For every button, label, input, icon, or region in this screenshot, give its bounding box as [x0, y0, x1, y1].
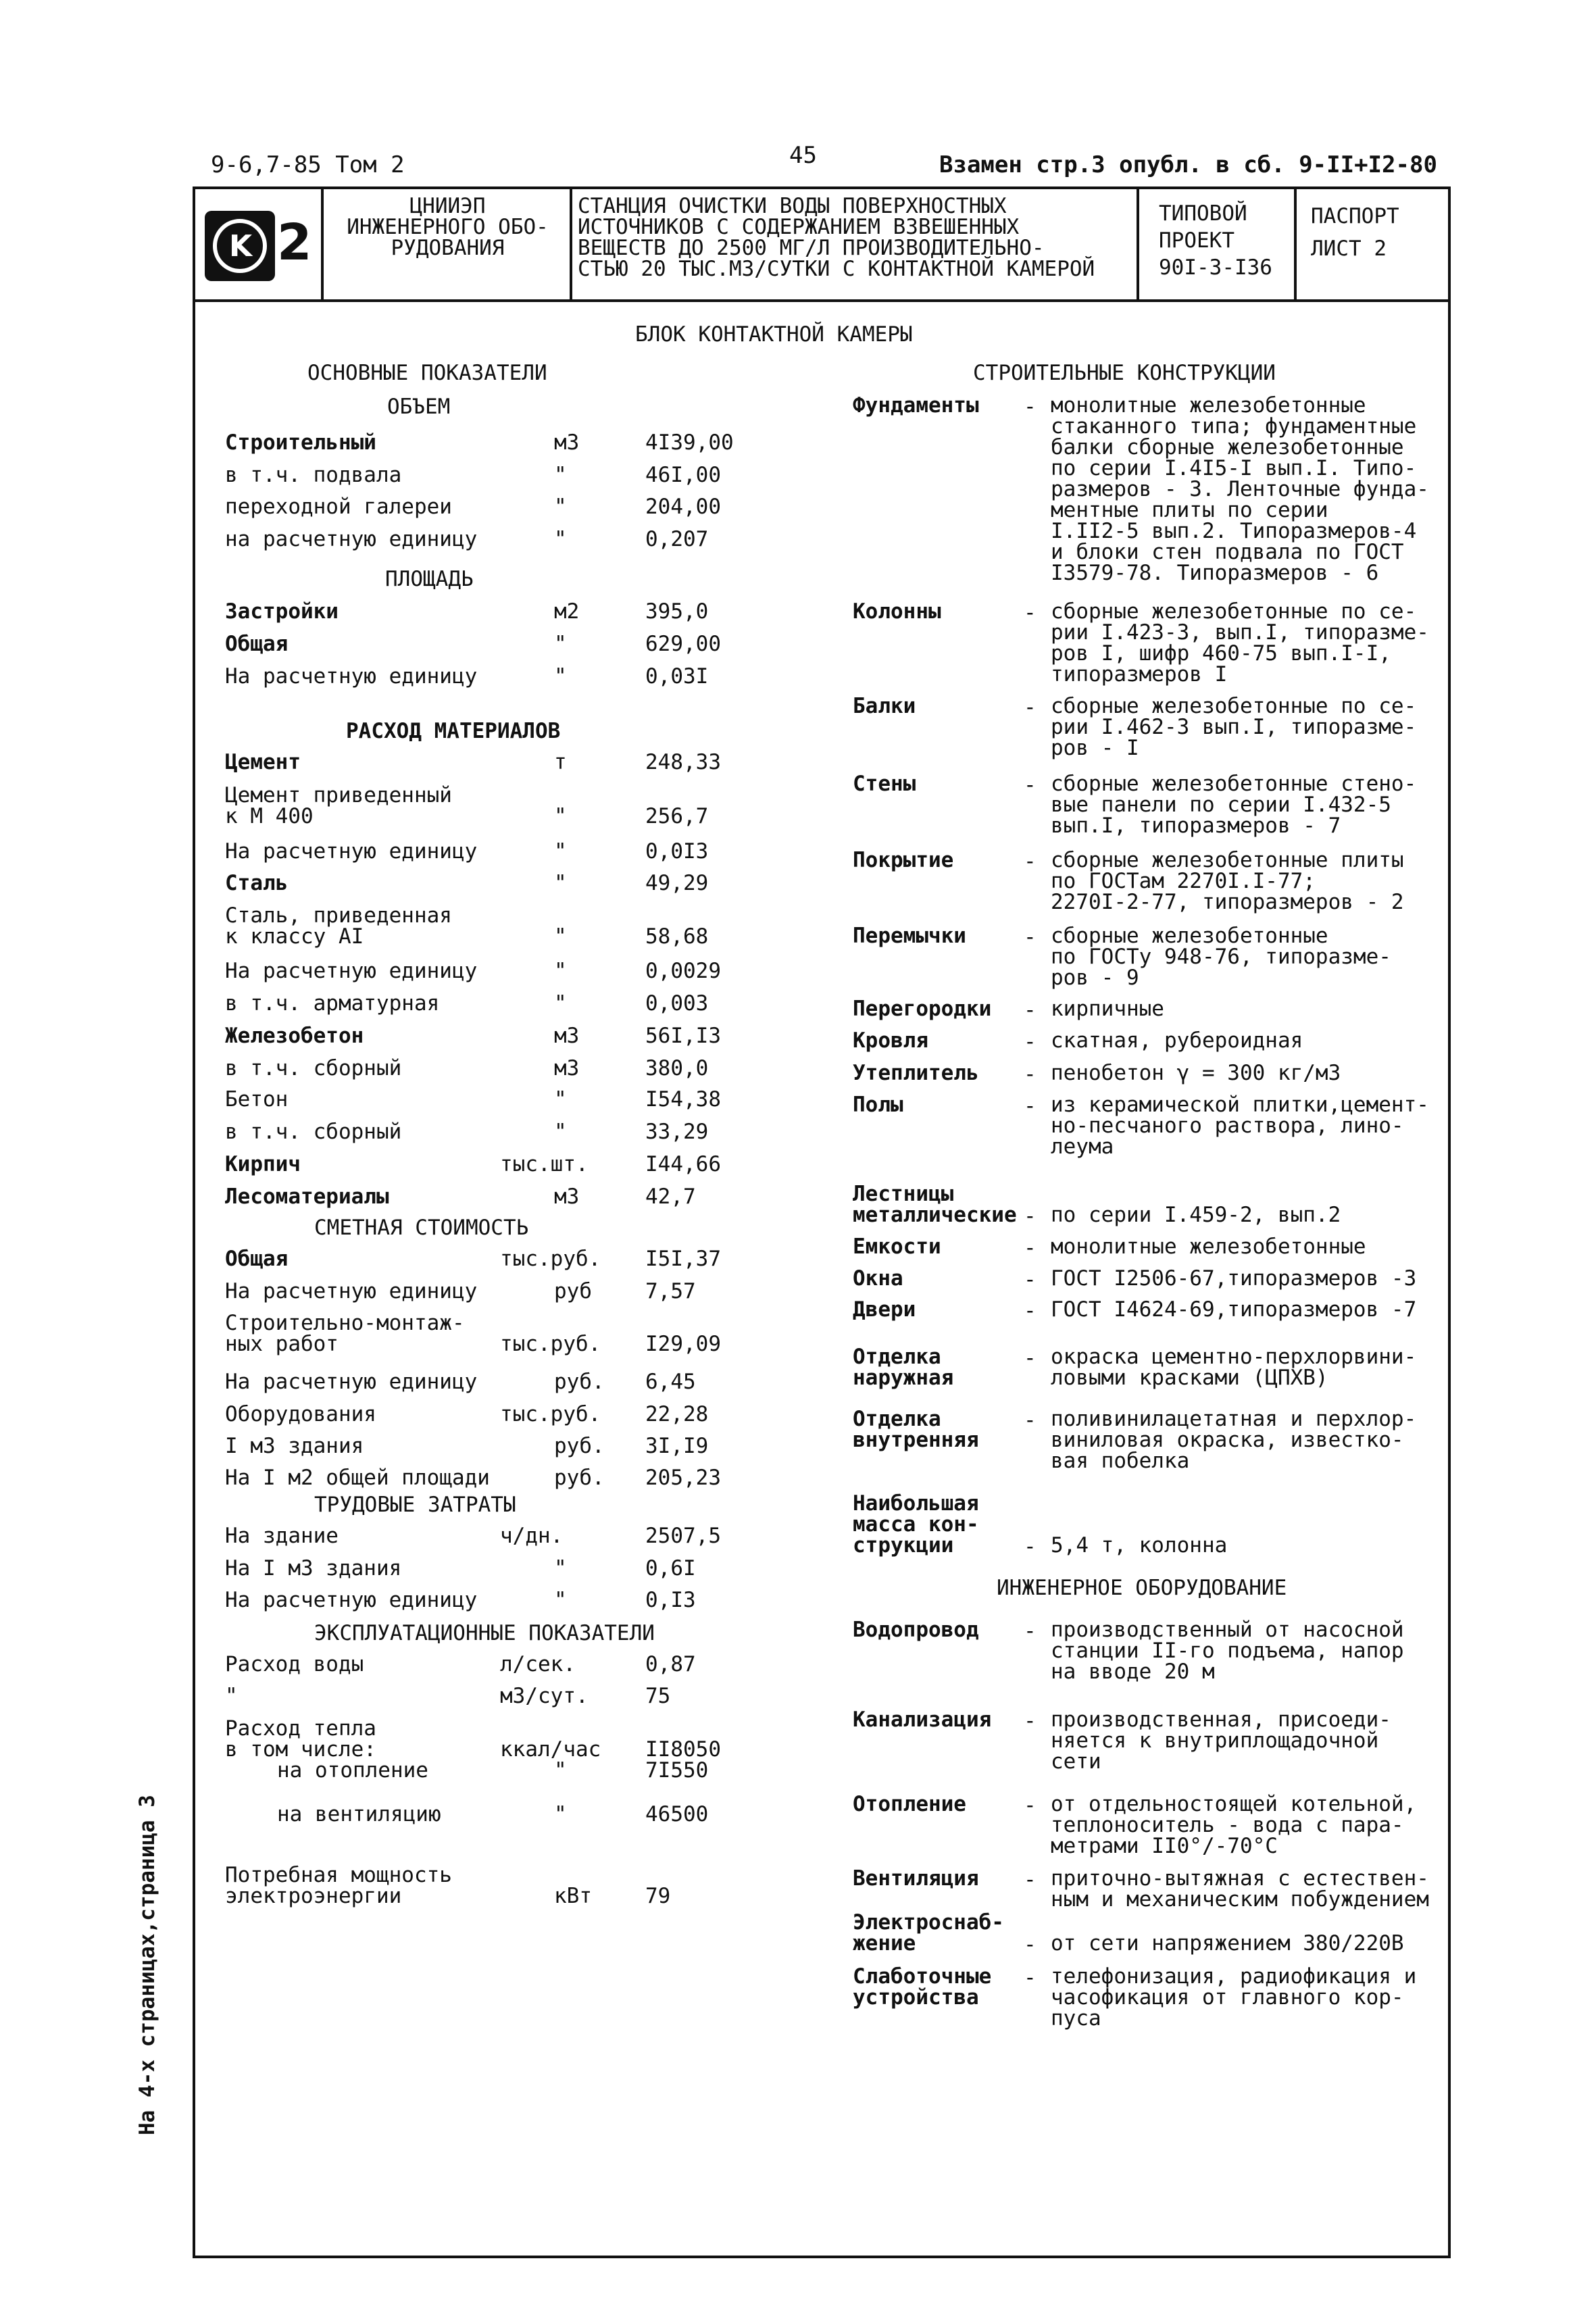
indicator-unit: кВт [554, 1884, 592, 1908]
indicator-label: Строительно-монтаж- ных работ [225, 1311, 465, 1356]
indicator-label: в т.ч. подвала [225, 463, 402, 487]
section-cost: СМЕТНАЯ СТОИМОСТЬ [314, 1216, 529, 1240]
structure-label: Утеплитель [853, 1061, 979, 1085]
engineering-label: Электроснаб- жение [853, 1910, 1004, 1956]
structure-label: Перемычки [853, 924, 966, 948]
structure-label: Стены [853, 772, 916, 796]
indicator-label: Расход тепла в том числе: [225, 1716, 376, 1762]
indicator-value: 4I39,00 [645, 430, 734, 455]
indicator-unit: " [554, 1087, 567, 1112]
indicator-label: Общая [225, 632, 289, 656]
structure-value: ГОСТ I4624-69,типоразмеров -7 [1051, 1297, 1417, 1322]
indicator-value: 0,207 [645, 527, 709, 551]
indicator-label: Железобетон [225, 1024, 364, 1048]
structure-label: Лестницы металлические [853, 1182, 1017, 1227]
structure-value: сборные железобетонные стено- вые панели по серии I.432-5 вып.I, типоразмеров - 7 [1051, 772, 1417, 838]
indicator-label: Лесоматериалы [225, 1185, 389, 1209]
dash-separator: - [1024, 1094, 1037, 1118]
indicator-value: II8050 [645, 1737, 721, 1762]
indicator-label: На расчетную единицу [225, 1588, 478, 1612]
indicator-value: 79 [645, 1884, 671, 1908]
indicator-value: 0,I3 [645, 1588, 696, 1612]
stamp-passport: ПАСПОРТ ЛИСТ 2 [1311, 204, 1399, 261]
section-labor: ТРУДОВЫЕ ЗАТРАТЫ [314, 1493, 516, 1517]
indicator-value: 7,57 [645, 1279, 696, 1303]
indicator-unit: " [554, 804, 567, 828]
indicator-unit: " [554, 1588, 567, 1612]
indicator-unit: " [554, 463, 567, 487]
indicator-unit: л/сек. [500, 1652, 576, 1676]
indicator-unit: руб. [554, 1370, 605, 1394]
indicator-value: 46500 [645, 1802, 709, 1826]
dash-separator: - [1024, 695, 1037, 720]
indicator-label: На I м2 общей площади [225, 1466, 490, 1490]
dash-separator: - [1024, 1535, 1037, 1559]
stamp-sep-4 [1294, 186, 1297, 300]
indicator-unit: " [554, 991, 567, 1016]
right-heading: СТРОИТЕЛЬНЫЕ КОНСТРУКЦИИ [973, 361, 1276, 385]
dash-separator: - [1024, 1933, 1037, 1957]
indicator-value: 0,6I [645, 1556, 696, 1580]
structure-label: Двери [853, 1297, 916, 1322]
side-note: На 4-х страницах,страница 3 [135, 1795, 159, 2135]
indicator-unit: м3 [554, 1185, 580, 1209]
indicator-label: в т.ч. сборный [225, 1120, 402, 1144]
indicator-unit: " [554, 1556, 567, 1580]
section-materials: РАСХОД МАТЕРИАЛОВ [346, 719, 561, 743]
indicator-value: I29,09 [645, 1332, 721, 1356]
indicator-value: 2507,5 [645, 1524, 721, 1548]
indicator-unit: тыс.руб. [500, 1247, 601, 1271]
indicator-unit: " [554, 1120, 567, 1144]
left-heading: ОСНОВНЫЕ ПОКАЗАТЕЛИ [307, 361, 547, 385]
indicator-unit: " [554, 839, 567, 864]
indicator-label: На расчетную единицу [225, 959, 478, 983]
indicator-value: I5I,37 [645, 1247, 721, 1271]
structure-value: монолитные железобетонные [1051, 1235, 1366, 1259]
indicator-value: 380,0 [645, 1056, 709, 1080]
structure-label: Покрытие [853, 848, 954, 872]
dash-separator: - [1024, 998, 1037, 1022]
structure-label: Отделка внутренняя [853, 1407, 979, 1452]
structure-value: кирпичные [1051, 997, 1164, 1021]
dash-separator: - [1024, 773, 1037, 797]
stamp-title: СТАНЦИЯ ОЧИСТКИ ВОДЫ ПОВЕРХНОСТНЫХ ИСТОЧНИКОВ С СОДЕРЖАНИЕМ ВЗВЕШЕННЫХ ВЕЩЕСТВ ДО 2500 МГ/Л ПРОИЗВОДИТЕЛЬНО- СТЬЮ 20 ТЫС.М3/СУТКИ С КОНТАКТНОЙ КАМЕРОЙ [578, 194, 1095, 281]
indicator-value: I44,66 [645, 1152, 721, 1176]
indicator-label: Сталь [225, 871, 289, 895]
indicator-label: Расход воды [225, 1652, 364, 1676]
indicator-value: 0,03I [645, 664, 709, 689]
indicator-value: 0,0029 [645, 959, 721, 983]
dash-separator: - [1024, 1966, 1037, 1990]
stamp-organization: ЦНИИЭП ИНЖЕНЕРНОГО ОБО- РУДОВАНИЯ [347, 194, 549, 260]
indicator-label: Кирпич [225, 1152, 301, 1176]
dash-separator: - [1024, 925, 1037, 949]
indicator-label: в т.ч. сборный [225, 1056, 402, 1080]
indicator-label: Сталь, приведенная к классу AI [225, 903, 452, 949]
indicator-unit: " [554, 632, 567, 656]
dash-separator: - [1024, 1299, 1037, 1323]
indicator-label: переходной галереи [225, 495, 452, 519]
indicator-label: На расчетную единицу [225, 1370, 478, 1394]
indicator-value: 0,0I3 [645, 839, 709, 864]
indicator-value: 0,003 [645, 991, 709, 1016]
structure-label: Колонны [853, 599, 941, 624]
indicator-label: Цемент приведенный к М 400 [225, 783, 452, 828]
indicator-unit: руб [554, 1279, 592, 1303]
stamp-sep-3 [1137, 186, 1139, 300]
indicator-label: на расчетную единицу [225, 527, 478, 551]
indicator-unit: ккал/час [500, 1737, 601, 1762]
indicator-value: 42,7 [645, 1185, 696, 1209]
structure-label: Окна [853, 1266, 903, 1291]
indicator-value: 22,28 [645, 1402, 709, 1426]
indicator-unit: тыс.руб. [500, 1332, 601, 1356]
indicator-label: " [225, 1684, 238, 1708]
engineering-value: от отдельностоящей котельной, теплоноситель - вода с пара- метрами II0°/-70°С [1051, 1792, 1417, 1858]
stamp-sep-1 [321, 186, 324, 300]
dash-separator: - [1024, 1408, 1037, 1433]
structure-value: сборные железобетонные по се- рии I.423-3, вып.I, типоразме- ров I, шифр 460-75 вып.I-I, типоразмеров I [1051, 599, 1429, 687]
engineering-value: от сети напряжением 380/220В [1051, 1931, 1404, 1956]
indicator-label: Цемент [225, 750, 301, 774]
indicator-value: 7I550 [645, 1758, 709, 1783]
replacement-note: Взамен стр.3 опубл. в сб. 9-II+I2-80 [939, 151, 1437, 178]
block-title: БЛОК КОНТАКТНОЙ КАМЕРЫ [635, 322, 913, 347]
indicator-unit: м3/сут. [500, 1684, 589, 1708]
engineering-value: телефонизация, радиофикация и часофикация от главного кор- пуса [1051, 1964, 1417, 2031]
indicator-unit: м3 [554, 430, 580, 455]
section-volume: ОБЪЕМ [387, 395, 451, 419]
doc-series: 9-6,7-85 Том 2 [211, 151, 405, 178]
stamp-project: ТИПОВОЙ ПРОЕКТ 90I-3-I36 [1159, 201, 1272, 280]
indicator-value: 629,00 [645, 632, 721, 656]
indicator-label: в т.ч. арматурная [225, 991, 440, 1016]
indicator-unit: тыс.шт. [500, 1152, 589, 1176]
indicator-unit: " [554, 527, 567, 551]
indicator-value: 6,45 [645, 1370, 696, 1394]
section-operation: ЭКСПЛУАТАЦИОННЫЕ ПОКАЗАТЕЛИ [314, 1621, 655, 1645]
indicator-label: На расчетную единицу [225, 664, 478, 689]
indicator-label: Потребная мощность электроэнергии [225, 1863, 452, 1908]
indicator-label: Общая [225, 1247, 289, 1271]
engineering-label: Вентиляция [853, 1866, 979, 1891]
indicator-value: 58,68 [645, 924, 709, 949]
structure-label: Наибольшая масса кон- струкции [853, 1491, 979, 1558]
indicator-unit: м3 [554, 1024, 580, 1048]
structure-value: скатная, рубероидная [1051, 1028, 1303, 1053]
dash-separator: - [1024, 1268, 1037, 1292]
engineering-value: производственная, присоеди- няется к внутриплощадочной сети [1051, 1708, 1391, 1774]
structure-label: Балки [853, 694, 916, 718]
dash-separator: - [1024, 601, 1037, 625]
indicator-unit: т [554, 750, 567, 774]
dash-separator: - [1024, 1868, 1037, 1892]
indicator-unit: руб. [554, 1434, 605, 1458]
structure-value: ГОСТ I2506-67,типоразмеров -3 [1051, 1266, 1417, 1291]
indicator-value: 204,00 [645, 495, 721, 519]
structure-value: сборные железобетонные плиты по ГОСТам 2270I.I-77; 2270I-2-77, типоразмеров - 2 [1051, 848, 1404, 914]
structure-value: поливинилацетатная и перхлор- виниловая окраска, известко- вая побелка [1051, 1407, 1417, 1473]
indicator-value: 56I,I3 [645, 1024, 721, 1048]
stamp-sep-2 [570, 186, 572, 300]
engineering-label: Канализация [853, 1708, 992, 1732]
dash-separator: - [1024, 1709, 1037, 1733]
dash-separator: - [1024, 1030, 1037, 1054]
stamp-divider [193, 299, 1451, 302]
indicator-label: Оборудования [225, 1402, 376, 1426]
indicator-value: 205,23 [645, 1466, 721, 1490]
structure-value: 5,4 т, колонна [1051, 1533, 1228, 1558]
indicator-unit: " [554, 871, 567, 895]
structure-value: пенобетон γ = 300 кг/м3 [1051, 1061, 1341, 1085]
indicator-value: 75 [645, 1684, 671, 1708]
structure-label: Отделка наружная [853, 1345, 954, 1390]
indicator-value: 49,29 [645, 871, 709, 895]
indicator-unit: " [554, 1758, 567, 1783]
indicator-label: На I м3 здания [225, 1556, 402, 1580]
indicator-value: 33,29 [645, 1120, 709, 1144]
dash-separator: - [1024, 1062, 1037, 1087]
indicator-value: 395,0 [645, 599, 709, 624]
structure-value: по серии I.459-2, вып.2 [1051, 1203, 1341, 1227]
indicator-label: Бетон [225, 1087, 289, 1112]
structure-label: Емкости [853, 1235, 941, 1259]
dash-separator: - [1024, 395, 1037, 419]
indicator-label: на отопление [277, 1758, 428, 1783]
dash-separator: - [1024, 1619, 1037, 1643]
indicator-unit: руб. [554, 1466, 605, 1490]
engineering-value: приточно-вытяжная с естествен- ным и механическим побуждением [1051, 1866, 1429, 1912]
stamp-number: 2 [277, 214, 312, 272]
dash-separator: - [1024, 1236, 1037, 1260]
structure-value: из керамической плитки,цемент- но-песчаного раствора, лино- леума [1051, 1093, 1429, 1159]
indicator-unit: ч/дн. [500, 1524, 564, 1548]
indicator-label: На здание [225, 1524, 339, 1548]
indicator-unit: " [554, 1802, 567, 1826]
indicator-unit: " [554, 664, 567, 689]
dash-separator: - [1024, 849, 1037, 874]
indicator-label: I м3 здания [225, 1434, 364, 1458]
engineering-value: производственный от насосной станции II-го подъема, напор на вводе 20 м [1051, 1618, 1404, 1684]
engineering-heading: ИНЖЕНЕРНОЕ ОБОРУДОВАНИЕ [997, 1576, 1287, 1600]
indicator-value: 0,87 [645, 1652, 696, 1676]
structure-label: Кровля [853, 1028, 928, 1053]
indicator-unit: " [554, 924, 567, 949]
indicator-label: Строительный [225, 430, 376, 455]
dash-separator: - [1024, 1204, 1037, 1228]
indicator-value: 248,33 [645, 750, 721, 774]
structure-value: сборные железобетонные по се- рии I.462-3 вып.I, типоразме- ров - I [1051, 694, 1417, 760]
dash-separator: - [1024, 1346, 1037, 1370]
indicator-label: На расчетную единицу [225, 1279, 478, 1303]
structure-label: Фундаменты [853, 393, 979, 418]
institute-logo: K [205, 211, 275, 281]
indicator-label: на вентиляцию [277, 1802, 441, 1826]
indicator-unit: м3 [554, 1056, 580, 1080]
page-number: 45 [789, 142, 817, 169]
indicator-value: 46I,00 [645, 463, 721, 487]
indicator-value: 3I,I9 [645, 1434, 709, 1458]
structure-value: сборные железобетонные по ГОСТу 948-76, типоразме- ров - 9 [1051, 924, 1391, 990]
engineering-label: Водопровод [853, 1618, 979, 1642]
indicator-unit: м2 [554, 599, 580, 624]
engineering-label: Отопление [853, 1792, 966, 1816]
dash-separator: - [1024, 1793, 1037, 1818]
indicator-value: I54,38 [645, 1087, 721, 1112]
structure-label: Перегородки [853, 997, 992, 1021]
indicator-unit: тыс.руб. [500, 1402, 601, 1426]
indicator-value: 256,7 [645, 804, 709, 828]
engineering-label: Слаботочные устройства [853, 1964, 992, 2010]
indicator-unit: " [554, 495, 567, 519]
structure-value: окраска цементно-перхлорвини- ловыми красками (ЦПХВ) [1051, 1345, 1417, 1390]
indicator-label: На расчетную единицу [225, 839, 478, 864]
structure-value: монолитные железобетонные стаканного типа; фундаментные балки сборные железобетонные по серии I.4I5-I вып.I. Типо- размеров - 3. Ленточные фунда- ментные плиты по серии I.II2-5 вып.2. Типоразмеров-4 и блоки стен подвала по ГОСТ I3579-78. Типоразмеров - 6 [1051, 393, 1429, 585]
indicator-unit: " [554, 959, 567, 983]
structure-label: Полы [853, 1093, 903, 1117]
indicator-label: Застройки [225, 599, 339, 624]
section-area: ПЛОЩАДЬ [385, 567, 474, 591]
